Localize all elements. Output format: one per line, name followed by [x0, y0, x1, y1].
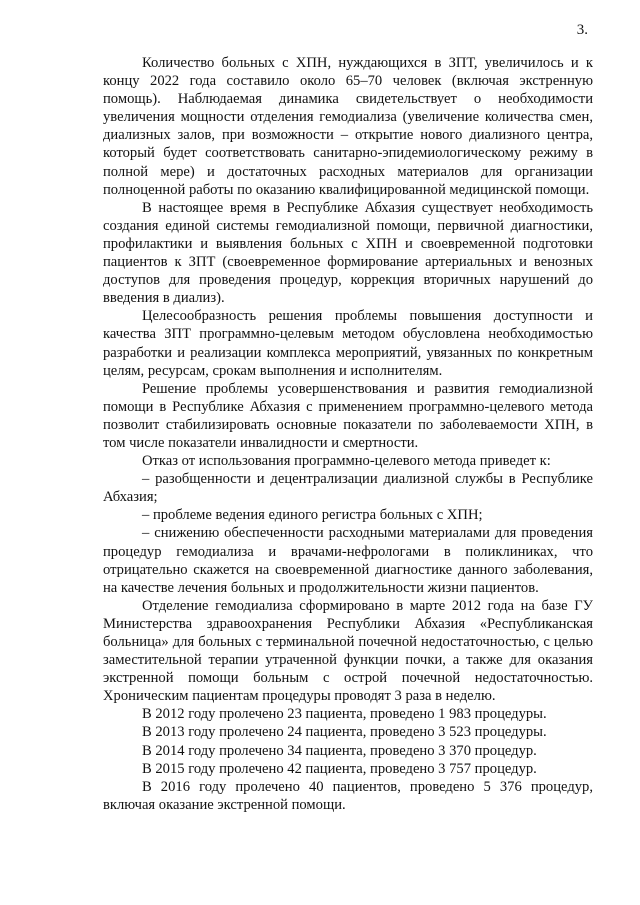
yearly-stat-2013: В 2013 году пролечено 24 пациента, проведено 3 523 процедуры.	[142, 724, 547, 741]
list-item: – проблеме ведения единого регистра больных с ХПН;	[142, 507, 483, 524]
yearly-stat-2015: В 2015 году пролечено 42 пациента, проведено 3 757 процедур.	[142, 760, 537, 777]
list-item: – разобщенности и децентрализации диализной службы в Республике Абхазия;	[103, 471, 593, 506]
document-body	[103, 54, 593, 814]
yearly-stat-2012: В 2012 году пролечено 23 пациента, проведено 1 983 процедуры.	[142, 706, 547, 723]
page-number: 3.	[576, 22, 588, 38]
yearly-stat-2016: В 2016 году пролечено 40 пациентов, проведено 5 376 процедур, включая оказание экстренной помощи.	[103, 778, 593, 813]
paragraph: Целесообразность решения проблемы повышения доступности и качества ЗПТ программно-целевым методом обусловлена необходимостью разработки и реализации комплекса мероприятий, увязанных по конкретным целям, ресурсам, срокам выполнения и исполнителям.	[103, 308, 593, 379]
paragraph: В настоящее время в Республике Абхазия существует необходимость создания единой системы гемодиализной помощи, первичной диагностики, профилактики и выявления больных с ХПН и своевременной подготовки пациентов к ЗПТ (своевременное формирование артериальных и венозных доступов для проведения процедур, коррекция вторичных нарушений до введения в диализ).	[103, 199, 593, 307]
department-paragraph: Отделение гемодиализа сформировано в марте 2012 года на базе ГУ Министерства здравоохранения Республики Абхазия «Республиканская больница» для больных с терминальной почечной недостаточностью, с целью заместительной терапии утраченной функции почки, а также для оказания экстренной помощи больным с острой почечной недостаточностью. Хроническим пациентам процедуры проводят 3 раза в неделю.	[103, 597, 593, 705]
paragraph: Отказ от использования программно-целевого метода приведет к:	[142, 453, 551, 470]
list-item: – снижению обеспеченности расходными материалами для проведения процедур гемодиализа и врачами-нефрологами в поликлиниках, что отрицательно скажется на своевременной диагностике данного заболевания, на качестве лечения больных и продолжительности жизни пациентов.	[103, 525, 593, 596]
paragraph: Решение проблемы усовершенствования и развития гемодиализной помощи в Республике Абхазия с применением программно-целевого метода позволит стабилизировать основные показатели по заболеваемости ХПН, в том числе показатели инвалидности и смертности.	[103, 380, 593, 451]
paragraph: Количество больных с ХПН, нуждающихся в ЗПТ, увеличилось и к концу 2022 года составило около 65–70 человек (включая экстренную помощь). Наблюдаемая динамика свидетельствует о необходимости увеличения мощности отделения гемодиализа (увеличение количества смен, диализных залов, при возможности – открытие нового диализного центра, который будет соответствовать санитарно-эпидемиологическому режиму в полной мере) и достаточных расходных материалов для организации полноценной работы по оказанию квалифицированной медицинской помощи.	[103, 55, 593, 198]
yearly-stat-2014: В 2014 году пролечено 34 пациента, проведено 3 370 процедур.	[142, 742, 537, 759]
